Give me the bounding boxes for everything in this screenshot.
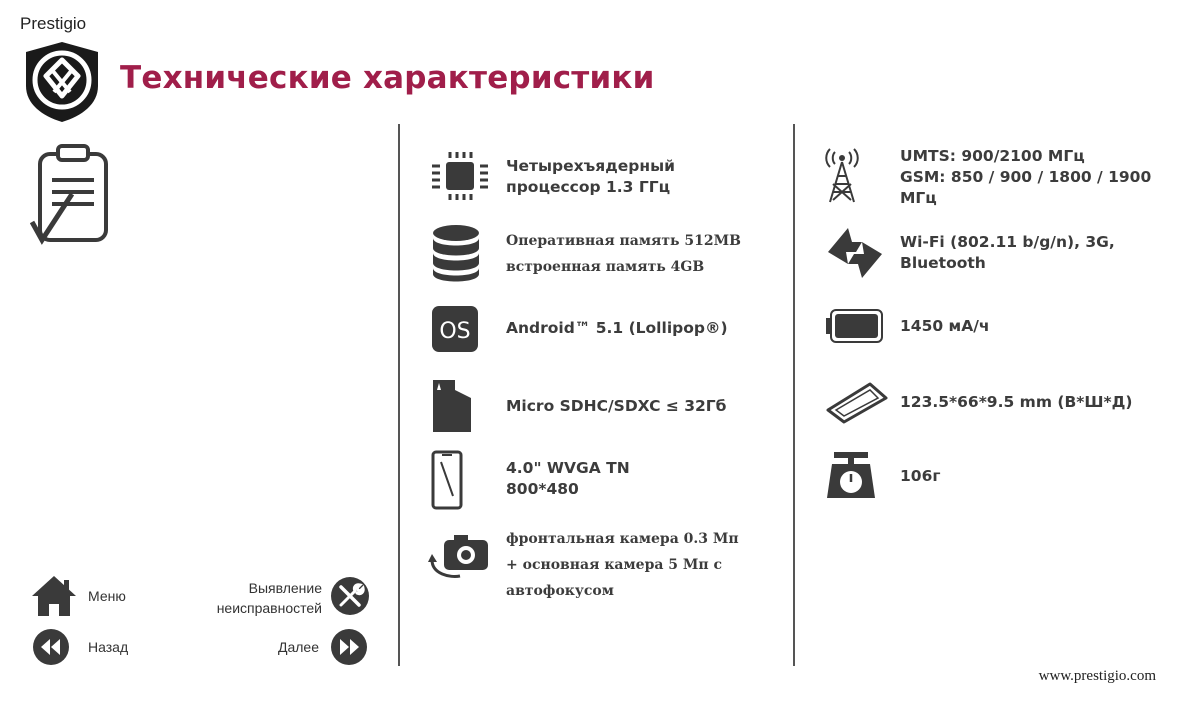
phone-dimensions-icon: [826, 380, 888, 424]
spec-network: UMTS: 900/2100 МГц GSM: 850 / 900 / 1800 / 1900 МГц: [900, 147, 1152, 207]
camera-switch-icon: [428, 530, 492, 580]
spec-sd-card: Micro SDHC/SDXC ≤ 32Гб: [506, 397, 727, 415]
spec-display: 4.0" WVGA TN 800*480: [506, 459, 630, 498]
back-button[interactable]: [30, 628, 142, 668]
troubleshooting-label: Выявление неисправностей: [216, 580, 322, 616]
next-label: Далее: [278, 639, 320, 655]
spec-os: Android™ 5.1 (Lollipop®): [506, 319, 728, 337]
spec-connectivity: Wi-Fi (802.11 b/g/n), 3G, Bluetooth: [900, 233, 1115, 272]
scale-weight-icon: [826, 450, 876, 500]
back-label: Назад: [88, 639, 129, 655]
fast-forward-icon: [330, 628, 368, 666]
spec-battery: 1450 мА/ч: [900, 317, 990, 335]
memory-database-icon: [430, 224, 482, 282]
spec-camera: фронтальная камера 0.3 Мп + основная камера 5 Мп с автофокусом: [506, 531, 739, 599]
brand-name: Prestigio: [20, 14, 87, 33]
wireless-arrows-icon: [826, 226, 884, 280]
column-divider-right: [793, 124, 795, 666]
column-divider-left: [398, 124, 400, 666]
page-title: Технические характеристики: [120, 60, 655, 96]
battery-icon: [826, 308, 884, 344]
antenna-tower-icon: [822, 148, 862, 204]
spec-weight: 106г: [900, 467, 941, 485]
sd-card-icon: [431, 378, 473, 434]
prestigio-logo-icon: [22, 40, 102, 124]
next-button[interactable]: [270, 628, 372, 668]
menu-label: Меню: [88, 588, 126, 604]
clipboard-check-icon: [30, 142, 114, 246]
svg-text:OS: OS: [439, 319, 471, 344]
tools-icon: [330, 576, 370, 616]
menu-button[interactable]: [30, 574, 142, 618]
cpu-icon: [428, 148, 492, 206]
os-icon: [432, 306, 478, 352]
spec-cpu: Четырехъядерный процессор 1.3 ГГц: [506, 157, 675, 196]
phone-screen-icon: [431, 450, 463, 510]
rewind-icon: [32, 628, 70, 666]
home-icon: [30, 574, 78, 618]
spec-memory: Оперативная память 512MB встроенная память 4GB: [506, 233, 741, 275]
spec-dimensions: 123.5*66*9.5 mm (В*Ш*Д): [900, 393, 1133, 411]
troubleshooting-button[interactable]: [200, 572, 372, 620]
website-url[interactable]: www.prestigio.com: [1038, 668, 1156, 684]
